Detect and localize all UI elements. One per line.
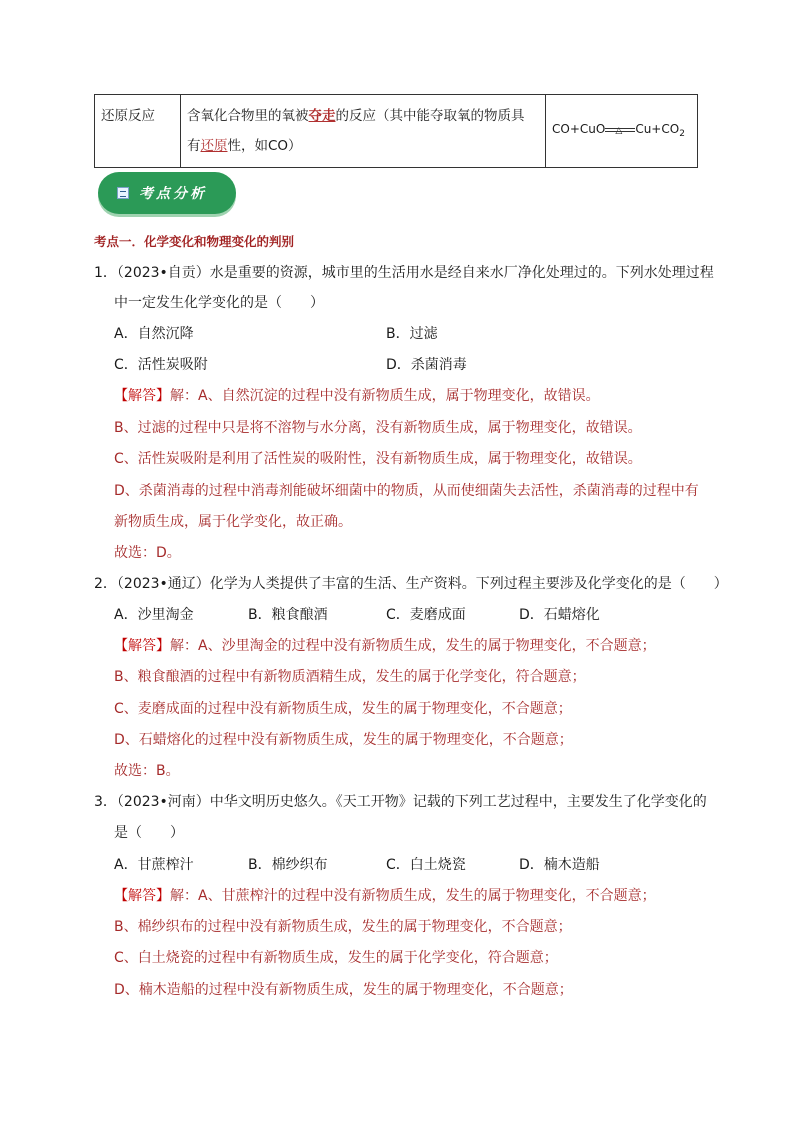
q1-answer-line2: B、过滤的过程中只是将不溶物与水分离，没有新物质生成，属于物理变化，故错误。 xyxy=(114,420,642,436)
q1-answer-line1 xyxy=(114,386,600,406)
badge-label: 考点分析 xyxy=(139,186,207,202)
equation-left: CO+CuO xyxy=(552,121,606,136)
q1-option-b: B．过滤 xyxy=(386,326,438,342)
q2-answer-text1: 解：A、沙里淘金的过程中没有新物质生成，发生的属于物理变化，不合题意； xyxy=(170,638,656,654)
equation-cell xyxy=(546,95,698,168)
q1-stem-line1: 1．（2023•自贡）水是重要的资源，城市里的生活用水是经自来水厂净化处理过的。下列水处理过程 xyxy=(94,265,714,281)
equation-right: Cu+CO xyxy=(635,121,680,136)
q3-option-d: D．楠木造船 xyxy=(519,857,600,873)
book-icon xyxy=(117,187,129,199)
q2-answer-line4: D、石蜡熔化的过程中没有新物质生成，发生的属于物理变化，不合题意； xyxy=(114,732,573,748)
q3-option-b: B．棉纱织布 xyxy=(248,857,328,873)
answer-tag: 【解答】 xyxy=(114,638,170,654)
q2-stem-line1: 2．（2023•通辽）化学为人类提供了丰富的生活、生产资料。下列过程主要涉及化学变化的是（ ） xyxy=(94,576,728,592)
q2-answer-line3: C、麦磨成面的过程中没有新物质生成，发生的属于物理变化，不合题意； xyxy=(114,701,572,717)
q1-option-d: D．杀菌消毒 xyxy=(386,357,467,373)
answer-tag: 【解答】 xyxy=(114,388,170,404)
reaction-condition xyxy=(605,122,635,136)
definition-cell xyxy=(181,95,546,168)
q3-stem-line1: 3．（2023•河南）中华文明历史悠久。《天工开物》记载的下列工艺过程中，主要发生了化学变化的 xyxy=(94,794,707,810)
def-text-4: 性，如CO） xyxy=(227,138,302,154)
def-text-3: 有 xyxy=(187,138,201,154)
table-row xyxy=(95,95,698,168)
q2-option-d: D．石蜡熔化 xyxy=(519,607,600,623)
heat-symbol: △ xyxy=(615,126,623,136)
q3-answer-line2: B、棉纱织布的过程中没有新物质生成，发生的属于物理变化，不合题意； xyxy=(114,919,572,935)
q3-answer-line3: C、白土烧瓷的过程中有新物质生成，发生的属于化学变化，符合题意； xyxy=(114,950,558,966)
def-highlight-2: 还原 xyxy=(200,138,228,154)
q2-answer-line2: B、粮食酿酒的过程中有新物质酒精生成，发生的属于化学变化，符合题意； xyxy=(114,669,586,685)
analysis-badge xyxy=(98,172,236,214)
q1-answer-line4: D、杀菌消毒的过程中消毒剂能破坏细菌中的物质，从而使细菌失去活性，杀菌消毒的过程中有 xyxy=(114,483,699,499)
section-title: 考点一．化学变化和物理变化的判别 xyxy=(94,234,295,249)
q1-answer-text1: 解：A、自然沉淀的过程中没有新物质生成，属于物理变化，故错误。 xyxy=(170,388,600,404)
def-text-2: 的反应（其中能夺取氧的物质具 xyxy=(335,108,525,124)
q3-stem-line2: 是（ ） xyxy=(114,825,184,841)
q1-answer-line3: C、活性炭吸附是利用了活性炭的吸附性，没有新物质生成，属于物理变化，故错误。 xyxy=(114,451,642,467)
q3-answer-line4: D、楠木造船的过程中没有新物质生成，发生的属于物理变化，不合题意； xyxy=(114,982,573,998)
redox-definition-table xyxy=(94,94,698,168)
q1-option-a: A．自然沉降 xyxy=(114,326,194,342)
q2-option-a: A．沙里淘金 xyxy=(114,607,194,623)
q1-option-c: C．活性炭吸附 xyxy=(114,357,208,373)
q3-option-a: A．甘蔗榨汁 xyxy=(114,857,194,873)
equation-subscript: 2 xyxy=(679,128,685,139)
def-text-1: 含氧化合物里的氧被 xyxy=(187,108,309,124)
q1-answer-line5: 新物质生成，属于化学变化，故正确。 xyxy=(114,514,352,530)
q3-option-c: C．白土烧瓷 xyxy=(386,857,466,873)
q2-option-b: B．粮食酿酒 xyxy=(248,607,328,623)
q2-answer-line1 xyxy=(114,636,656,656)
q3-answer-text1: 解：A、甘蔗榨汁的过程中没有新物质生成，发生的属于物理变化，不合题意； xyxy=(170,888,656,904)
answer-tag: 【解答】 xyxy=(114,888,170,904)
def-highlight-1: 夺走 xyxy=(308,108,336,124)
q1-choice: 故选：D。 xyxy=(114,545,181,561)
q1-stem-line2: 中一定发生化学变化的是（ ） xyxy=(114,295,324,311)
term-cell: 还原反应 xyxy=(95,95,181,168)
q2-choice: 故选：B。 xyxy=(114,763,180,779)
q3-answer-line1 xyxy=(114,886,656,906)
q2-option-c: C．麦磨成面 xyxy=(386,607,466,623)
